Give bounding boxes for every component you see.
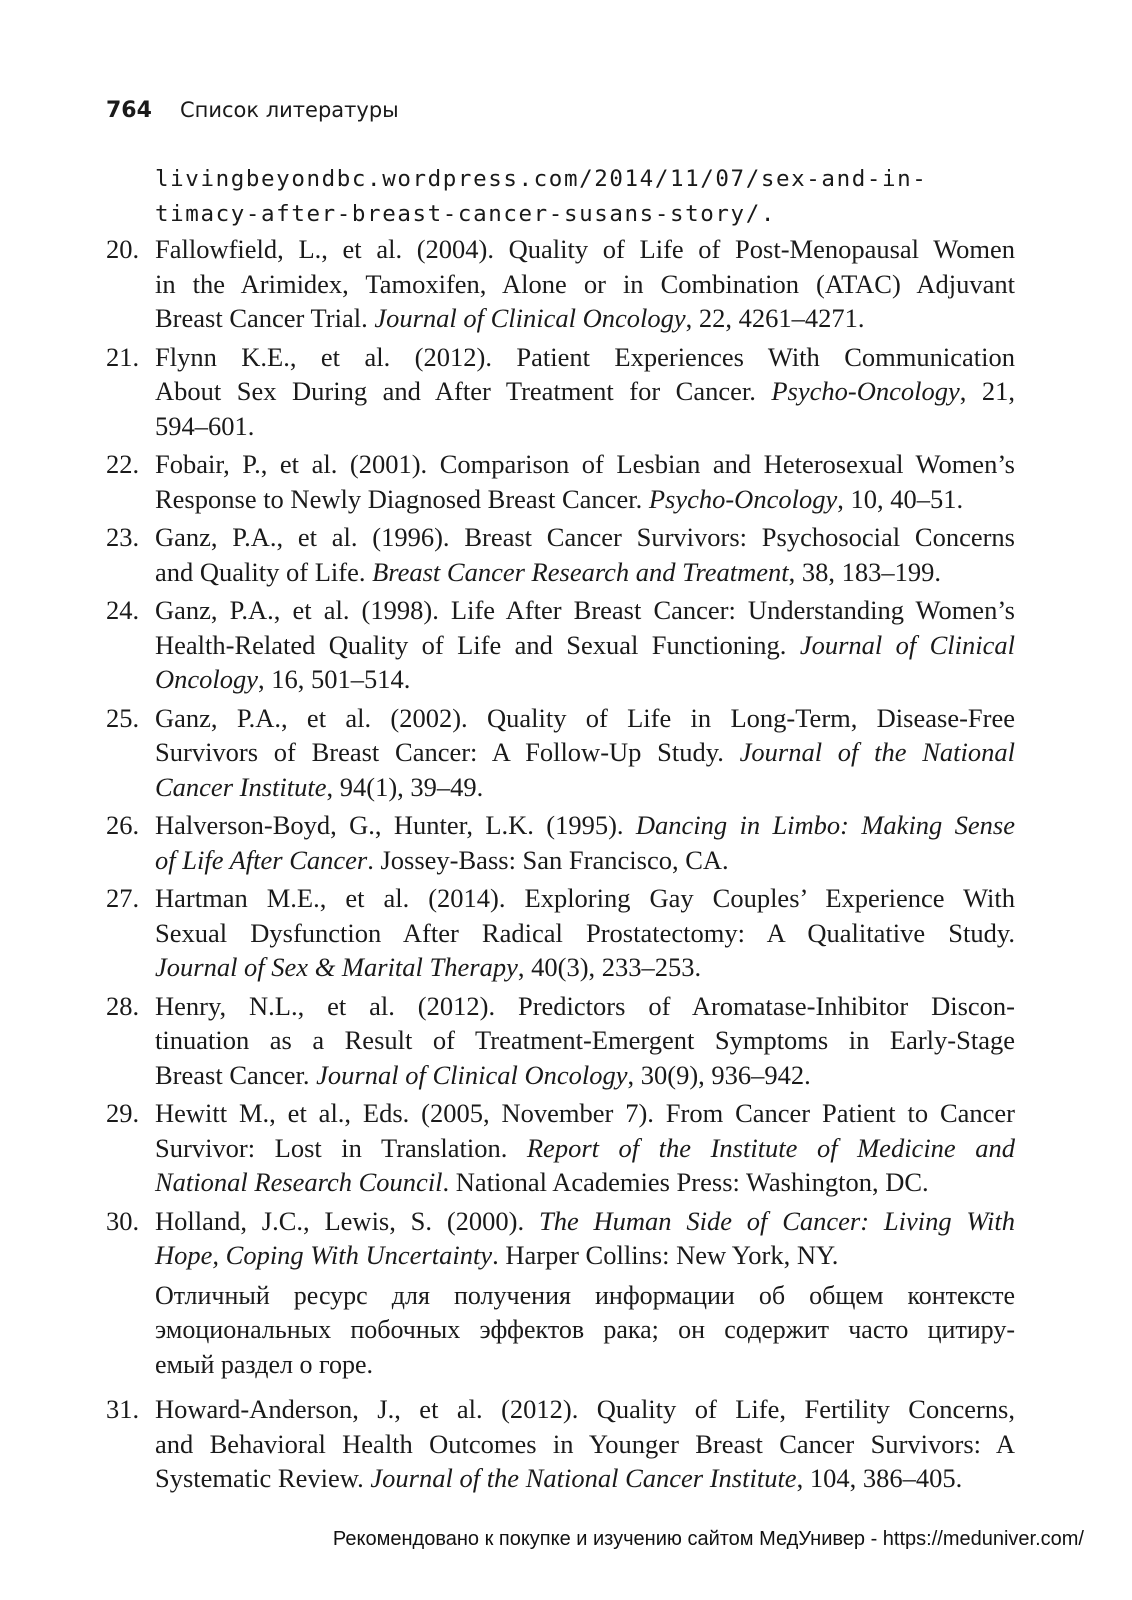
reference-source-title: Journal of Clinical Oncology — [374, 303, 686, 333]
reference-text: Systematic Review. — [155, 1463, 371, 1493]
reference-source-title: Journal of the National Cancer Institute — [370, 1463, 797, 1493]
reference-line: tinuation as a Result of Treatment-Emergent Symptoms in Early-Stage — [155, 1025, 1015, 1055]
reference-source-title: National Research Council — [155, 1167, 443, 1197]
reference-source-title: Psycho-Oncology — [648, 483, 838, 514]
reference-line: Henry, N.L., et al. (2012). Predictors of Aromatase-Inhibitor Discon- — [155, 990, 1015, 1021]
reference-number: 22. — [106, 449, 140, 479]
reference-line — [155, 1238, 1015, 1273]
reference-line: and Behavioral Health Outcomes in Younger Breast Cancer Survivors: A — [155, 1428, 1015, 1459]
reference-line — [155, 1204, 1015, 1239]
reference-number: 26. — [106, 810, 140, 840]
reference-line: in the Arimidex, Tamoxifen, Alone or in Combination (ATAC) Adjuvant — [155, 268, 1015, 299]
reference-entry — [0, 701, 1015, 805]
reference-text: . National Academies Press: Washington, DC. — [442, 1167, 929, 1197]
reference-text: Breast Cancer. — [155, 1059, 317, 1090]
reference-number: 23. — [106, 522, 140, 552]
reference-number: 21. — [106, 341, 140, 372]
reference-number: 20. — [106, 234, 140, 264]
reference-source-title: Dancing in Limbo: Making Sense — [635, 810, 1015, 840]
reference-text: and Quality of Life. — [155, 556, 373, 587]
footer-watermark: Рекомендовано к покупке и изучению сайтом МедУнивер - https://meduniver.com/ — [332, 1528, 1084, 1550]
reference-line — [155, 1131, 1015, 1166]
reference-line: Howard-Anderson, J., et al. (2012). Quality of Life, Fertility Concerns, — [155, 1394, 1015, 1424]
reference-line — [155, 808, 1015, 843]
page-header — [106, 98, 399, 123]
reference-line: Hartman M.E., et al. (2014). Exploring Gay Couples’ Experience With — [155, 883, 1015, 913]
annotation-line: емый раздел о горе. — [155, 1349, 374, 1379]
reference-entry — [0, 1096, 1015, 1200]
reference-source-title: Report of the Institute of Medicine and — [526, 1132, 1015, 1163]
reference-source-title: The Human Side of Cancer: Living With — [538, 1205, 1015, 1236]
reference-text: , 21, — [959, 376, 1016, 406]
reference-line — [155, 555, 1015, 590]
running-title: Список литературы — [179, 98, 399, 122]
reference-text: Survivors of Breast Cancer: A Follow-Up Study. — [155, 737, 740, 767]
annotation-line: эмоциональных побочных эффектов рака; он содержит часто цитиру- — [155, 1315, 1015, 1344]
reference-text: , 30(9), 936–942. — [627, 1059, 811, 1090]
reference-text: Halverson-Boyd, G., Hunter, L.K. (1995). — [155, 810, 636, 840]
reference-source-title: Hope, Coping With Uncertainty — [155, 1240, 493, 1270]
reference-line: Ganz, P.A., et al. (1996). Breast Cancer Survivors: Psychosocial Concerns — [155, 522, 1015, 552]
url-continuation — [155, 162, 927, 232]
reference-text: Survivor: Lost in Translation. — [155, 1132, 527, 1163]
url-line: timacy-after-breast-cancer-susans-story/. — [155, 201, 776, 227]
reference-source-title: Journal of Clinical Oncology — [316, 1059, 628, 1090]
url-line: livingbeyondbc.wordpress.com/2014/11/07/sex-and-in- — [155, 166, 928, 192]
reference-line — [155, 1058, 1015, 1093]
page-number: 764 — [106, 98, 152, 123]
reference-entry — [0, 520, 1015, 589]
reference-text: , 22, 4261–4271. — [685, 303, 865, 333]
reference-line: Sexual Dysfunction After Radical Prostatectomy: A Qualitative Study. — [155, 917, 1015, 948]
reference-line — [155, 628, 1015, 663]
reference-line — [155, 950, 1015, 985]
reference-entry — [0, 1392, 1015, 1496]
reference-entry — [0, 989, 1015, 1093]
annotation-line: Отличный ресурс для получения информации об общем контексте — [155, 1280, 1015, 1310]
reference-line — [155, 301, 1015, 336]
reference-entry — [0, 881, 1015, 985]
reference-entry — [0, 1204, 1015, 1273]
reference-text: Response to Newly Diagnosed Breast Cancer. — [155, 483, 649, 514]
reference-entry — [0, 593, 1015, 697]
reference-entry — [0, 447, 1015, 516]
reference-line: 594–601. — [155, 410, 255, 441]
reference-line: Ganz, P.A., et al. (2002). Quality of Life in Long-Term, Disease-Free — [155, 702, 1015, 733]
reference-line: Ganz, P.A., et al. (1998). Life After Breast Cancer: Understanding Women’s — [155, 595, 1015, 625]
reference-line: Hewitt M., et al., Eds. (2005, November 7). From Cancer Patient to Cancer — [155, 1098, 1015, 1128]
reference-line — [155, 1461, 1015, 1496]
reference-annotation — [0, 1279, 1015, 1383]
reference-line — [155, 662, 1015, 697]
reference-entry — [0, 232, 1015, 336]
reference-list — [0, 232, 1132, 1500]
reference-number: 25. — [106, 702, 140, 733]
reference-source-title: Journal of Sex & Marital Therapy — [155, 952, 518, 982]
reference-number: 24. — [106, 595, 140, 625]
reference-text: . Jossey-Bass: San Francisco, CA. — [367, 844, 729, 875]
reference-line: Flynn K.E., et al. (2012). Patient Experiences With Communication — [155, 341, 1015, 372]
reference-text: , 10, 40–51. — [837, 483, 964, 514]
reference-source-title: Psycho-Oncology — [771, 376, 960, 406]
reference-text: , 38, 183–199. — [788, 556, 942, 587]
reference-source-title: Journal of the National — [739, 737, 1016, 767]
reference-line: Fobair, P., et al. (2001). Comparison of Lesbian and Heterosexual Women’s — [155, 449, 1015, 479]
reference-text: Breast Cancer Trial. — [155, 303, 375, 333]
reference-text: , 40(3), 233–253. — [517, 952, 702, 982]
reference-line — [155, 482, 1015, 517]
reference-number: 28. — [106, 990, 140, 1021]
reference-line — [155, 843, 1015, 878]
reference-number: 30. — [106, 1205, 140, 1236]
reference-entry — [0, 808, 1015, 877]
reference-source-title: Journal of Clinical — [799, 629, 1015, 660]
reference-number: 27. — [106, 883, 140, 913]
reference-source-title: Breast Cancer Research and Treatment — [372, 556, 789, 587]
reference-text: Health-Related Quality of Life and Sexual Functioning. — [155, 629, 800, 660]
reference-line — [155, 1165, 1015, 1200]
reference-line: Fallowfield, L., et al. (2004). Quality of Life of Post-Menopausal Women — [155, 234, 1015, 264]
reference-source-title: of Life After Cancer — [155, 844, 368, 875]
reference-number: 29. — [106, 1098, 140, 1128]
reference-number: 31. — [106, 1394, 140, 1424]
reference-entry — [0, 340, 1015, 444]
reference-source-title: Oncology — [155, 664, 259, 694]
reference-text: Holland, J.C., Lewis, S. (2000). — [155, 1205, 539, 1236]
reference-line — [155, 770, 1015, 805]
reference-text: , 104, 386–405. — [796, 1463, 963, 1493]
reference-text: About Sex During and After Treatment for Cancer. — [155, 376, 772, 406]
reference-source-title: Cancer Institute — [155, 771, 327, 802]
reference-line — [155, 374, 1015, 409]
reference-text: , 16, 501–514. — [258, 664, 411, 694]
reference-text: , 94(1), 39–49. — [326, 771, 484, 802]
reference-line — [155, 735, 1015, 770]
reference-text: . Harper Collins: New York, NY. — [492, 1240, 839, 1270]
